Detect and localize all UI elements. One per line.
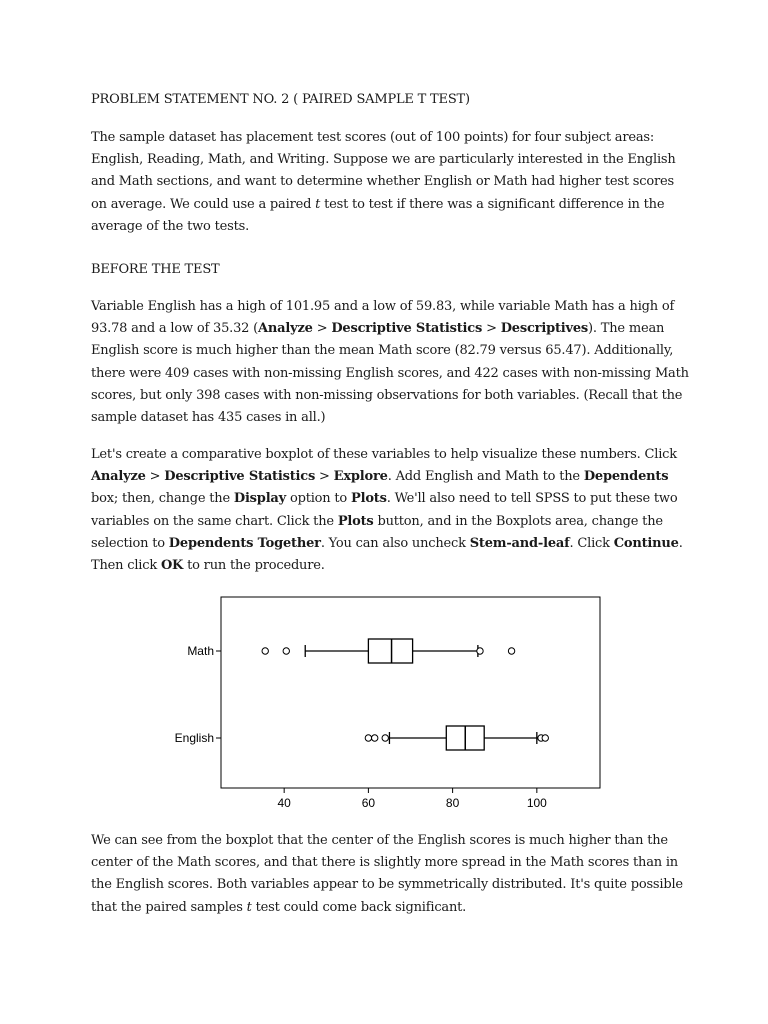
text-run: . Add English and Math to the: [387, 469, 584, 485]
x-tick-label: 60: [361, 796, 376, 810]
text-run: option to: [286, 491, 351, 507]
text-run: test could come back significant.: [251, 899, 467, 915]
text-run: . We'll also need to tell SPSS to put these two variables on the same chart. Click the: [91, 491, 678, 529]
bold-term: Plots: [351, 491, 387, 507]
text-run: >: [482, 321, 501, 337]
bold-term: Explore: [333, 469, 388, 485]
x-tick-label: 80: [445, 796, 460, 810]
paragraph-conclusion: [91, 830, 691, 919]
outlier-point: [542, 735, 548, 741]
text-run: ). The mean English score is much higher than the mean Math score (82.79 versus 65.47). Additionally, there were 409 cases with non-missing English scores, and 422 cases with non-missing Math scores, but only 398 cases with non-missing observations for both variables. (Recall that the sample dataset has 435 cases in all.): [91, 321, 689, 426]
outlier-point: [283, 648, 289, 654]
outlier-point: [262, 648, 268, 654]
iqr-box: [368, 639, 412, 663]
text-run: The sample dataset has placement test scores (out of 100 points) for four subject areas: English, Reading, Math, and Writing. Suppose we are particularly interested in the English and Math sections, and want to determine whether English or Math had higher test scores on average. We could use a paired: [91, 130, 676, 212]
bold-term: Dependents Together: [168, 535, 321, 551]
boxplot-chart: [160, 590, 610, 820]
text-run: >: [145, 469, 165, 485]
x-tick-label: 100: [526, 796, 547, 810]
document-title: PROBLEM STATEMENT NO. 2 ( PAIRED SAMPLE T TEST): [91, 92, 470, 107]
text-run: test to test if there was a significant difference in the average of the two tests.: [91, 196, 665, 234]
outlier-point: [382, 735, 388, 741]
text-run: Variable English has a high of 101.95 and a low of 59.83, while variable Math has a high of 93.78 and a low of 35.32 (: [91, 299, 675, 337]
section-heading: BEFORE THE TEST: [91, 262, 220, 277]
x-tick-label: 40: [277, 796, 291, 810]
category-label: English: [174, 731, 214, 745]
text-run: >: [312, 321, 332, 337]
bold-term: Descriptive Statistics: [164, 469, 316, 485]
text-run: . Then click: [91, 535, 683, 574]
bold-term: Analyze: [91, 469, 146, 485]
bold-term: Plots: [337, 513, 374, 529]
text-run: box; then, change the: [91, 491, 234, 507]
text-run: . Click: [569, 535, 614, 551]
bold-term: Display: [233, 491, 287, 507]
bold-term: Dependents: [583, 469, 669, 485]
outlier-point: [477, 648, 483, 654]
bold-term: Descriptive Statistics: [331, 321, 483, 337]
text-run: We can see from the boxplot that the center of the English scores is much higher than the center of the Math scores, and that there is slightly more spread in the Math scores than in the English scores. Both variables appear to be symmetrically distributed. It's quite possible that the paired samples: [91, 833, 683, 915]
category-label: Math: [187, 644, 214, 658]
italic-t: t: [246, 899, 252, 915]
bold-term: Continue: [613, 535, 679, 551]
text-run: to run the procedure.: [183, 558, 325, 574]
text-run: >: [315, 469, 334, 485]
outlier-point: [508, 648, 514, 654]
text-run: Let's create a comparative boxplot of these variables to help visualize these numbers. Click: [91, 447, 677, 462]
text-run: button, and in the Boxplots area, change the selection to: [91, 513, 663, 551]
paragraph-intro: [91, 127, 691, 238]
bold-term: OK: [160, 558, 184, 574]
bold-term: Analyze: [258, 321, 313, 337]
outlier-point: [365, 735, 371, 741]
text-run: . You can also uncheck: [320, 535, 470, 551]
paragraph-before-test: [91, 296, 691, 429]
outlier-point: [372, 735, 378, 741]
bold-term: Stem-and-leaf: [469, 535, 570, 551]
italic-t: t: [315, 196, 321, 212]
paragraph-boxplot-instructions: [91, 444, 691, 577]
plot-frame: [221, 597, 600, 788]
bold-term: Descriptives: [500, 321, 589, 337]
